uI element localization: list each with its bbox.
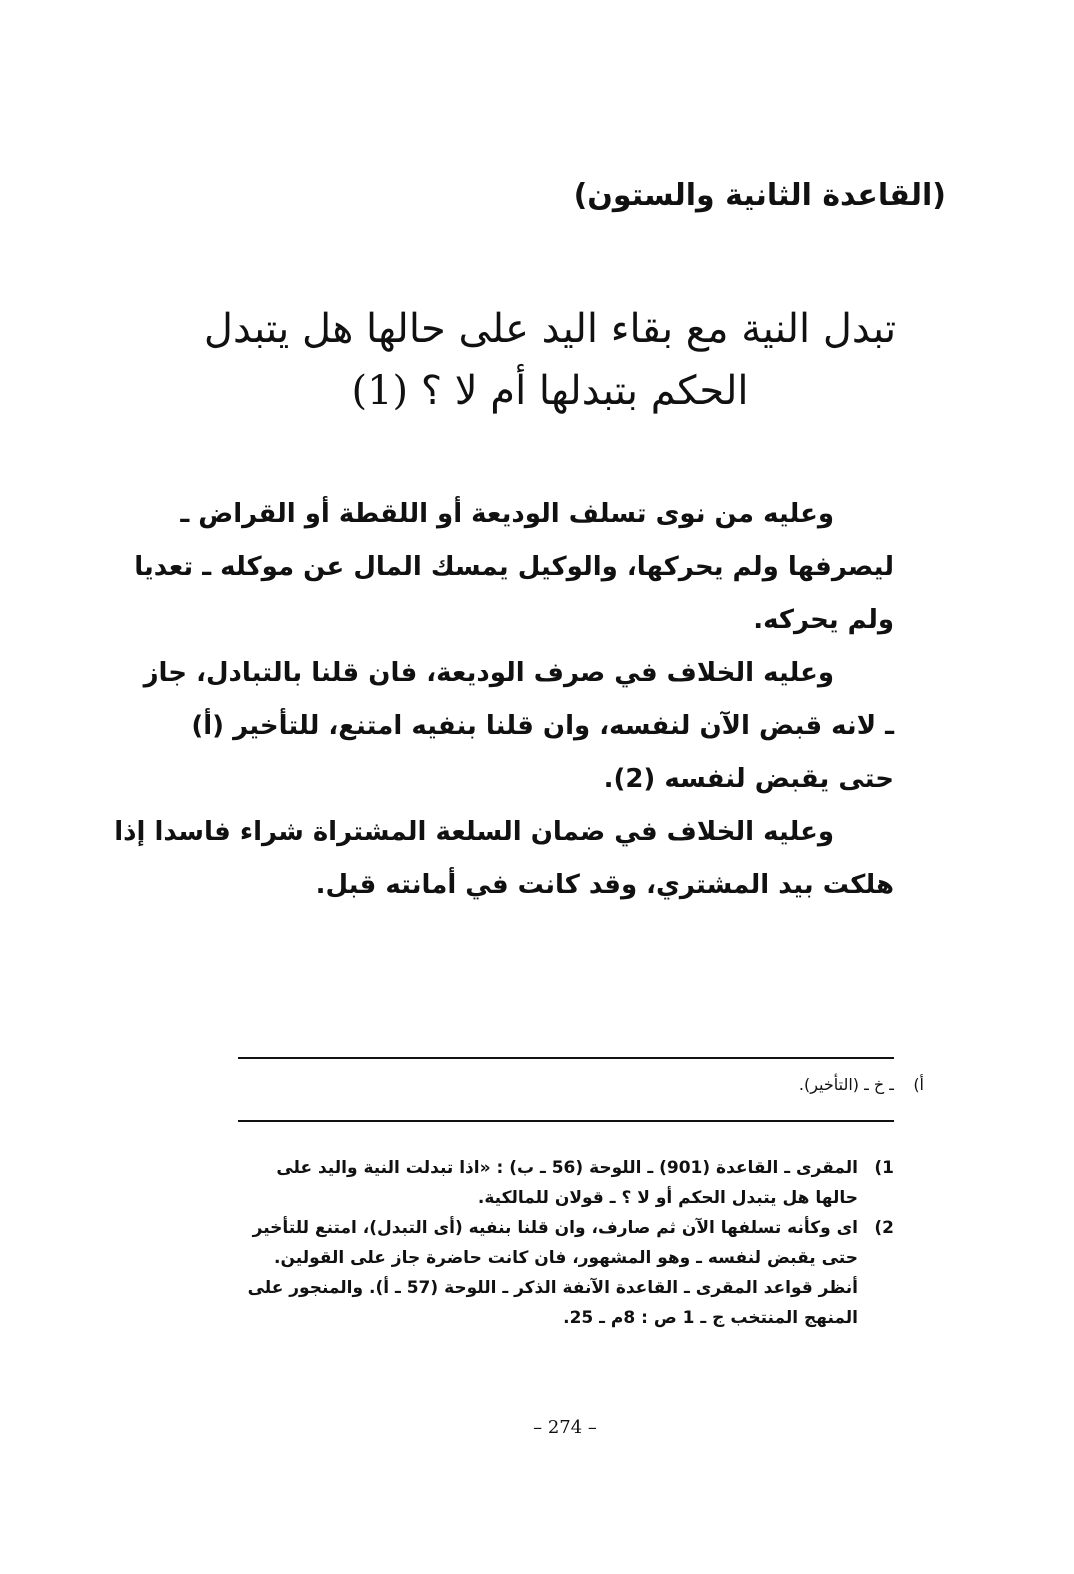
footnote-1 (232, 1153, 894, 1213)
paragraph-line: وعليه من نوى تسلف الوديعة أو اللقطة أو القراض ـ (180, 499, 834, 529)
footnote-2 (232, 1213, 894, 1333)
footnote-line: أنظر قواعد المقرى ـ القاعدة الآنفة الذكر ـ اللوحة (57 ـ أ). والمنجور على (247, 1278, 858, 1298)
paragraph-line: ولم يحركه. (753, 605, 894, 635)
paragraph-line: هلكت بيد المشتري، وقد كانت في أمانته قبل. (315, 870, 894, 900)
footnote-line: حتى يقبض لنفسه ـ وهو المشهور، فان كانت حاضرة جاز على القولين. (274, 1248, 858, 1268)
footnotes (232, 1153, 894, 1333)
footnote-line: حالها هل يتبدل الحكم أو لا ؟ ـ قولان للمالكية. (477, 1188, 858, 1208)
rule-title (200, 298, 900, 422)
variant-note-text: ـ خ ـ (التأخير). (798, 1075, 894, 1094)
paragraph-line: وعليه الخلاف في ضمان السلعة المشتراة شراء فاسدا إذا (114, 817, 834, 847)
footnote-line: المنهج المنتخب ج ـ 1 ص : 8م ـ 25. (563, 1308, 858, 1328)
paragraph-2 (143, 647, 894, 806)
footnote-divider-top (238, 1057, 894, 1059)
title-line-2: الحكم بتبدلها أم لا ؟ (1) (351, 368, 749, 414)
paragraph-1 (134, 488, 894, 647)
paragraph-line: ـ لانه قبض الآن لنفسه، وان قلنا بنفيه امتنع، للتأخير (أ) (191, 711, 894, 741)
page-number: – 274 – (533, 1417, 597, 1438)
rule-heading: (القاعدة الثانية والستون) (573, 178, 946, 213)
footnote-number: 1) (874, 1158, 894, 1178)
body-text (114, 488, 894, 912)
variant-note (798, 1072, 924, 1098)
paragraph-line: ليصرفها ولم يحركها، والوكيل يمسك المال عن موكله ـ تعديا (134, 552, 894, 582)
footnote-line: المقرى ـ القاعدة (901) ـ اللوحة (56 ـ ب) : «اذا تبدلت النية واليد على (276, 1158, 858, 1178)
footnote-line: اى وكأنه تسلفها الآن ثم صارف، وان قلنا بنفيه (أى التبدل)، امتنع للتأخير (252, 1218, 858, 1238)
footnote-number: 2) (874, 1218, 894, 1238)
title-line-1: تبدل النية مع بقاء اليد على حالها هل يتبدل (203, 306, 897, 352)
paragraph-line: وعليه الخلاف في صرف الوديعة، فان قلنا بالتبادل، جاز (143, 658, 834, 688)
paragraph-line: حتى يقبض لنفسه (2). (603, 764, 894, 794)
footnote-divider-bottom (238, 1120, 894, 1122)
paragraph-3 (114, 806, 894, 912)
variant-note-marker: أ) (913, 1075, 924, 1094)
